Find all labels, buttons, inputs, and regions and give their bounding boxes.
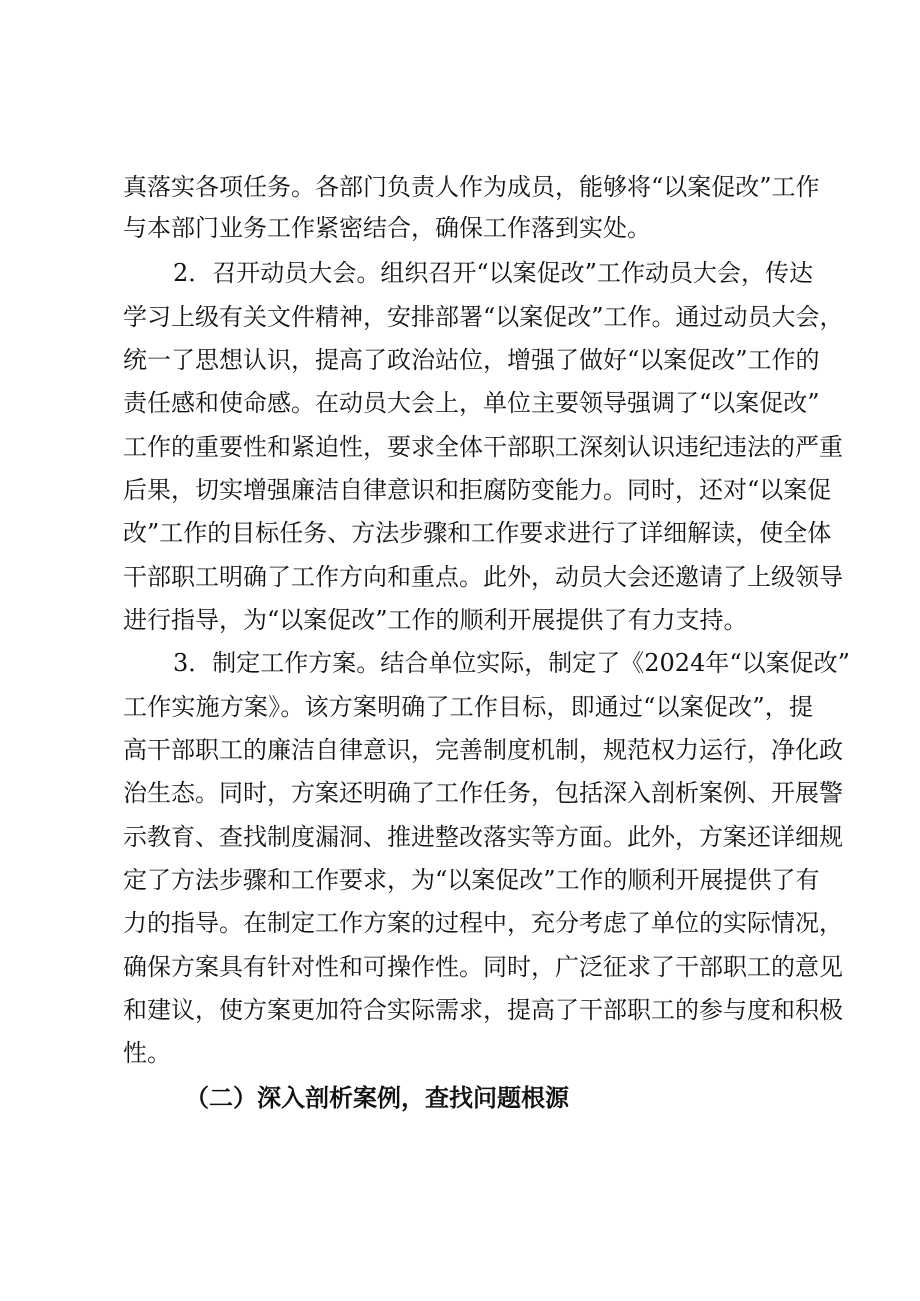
text-line: 责任感和使命感。在动员大会上，单位主要领导强调了“以案促改” (123, 389, 820, 417)
text-line: 改”工作的目标任务、方法步骤和工作要求进行了详细解读，使全体 (123, 519, 832, 547)
text-line: 示教育、查找制度漏洞、推进整改落实等方面。此外，方案还详细规 (123, 823, 843, 851)
text-line: 高干部职工的廉洁自律意识，完善制度机制，规范权力运行，净化政 (123, 736, 843, 764)
text-line: 2．召开动员大会。组织召开“以案促改”工作动员大会，传达 (173, 259, 813, 287)
text-line: 确保方案具有针对性和可操作性。同时，广泛征求了干部职工的意见 (123, 953, 843, 981)
text-line: 与本部门业务工作紧密结合，确保工作落到实处。 (123, 214, 651, 242)
text-line: 进行指导，为“以案促改”工作的顺利开展提供了有力支持。 (123, 606, 748, 634)
section-heading: （二）深入剖析案例，查找问题根源 (185, 1084, 569, 1112)
text-line: 学习上级有关文件精神，安排部署“以案促改”工作。通过动员大会， (123, 303, 844, 331)
text-line: 干部职工明确了工作方向和重点。此外，动员大会还邀请了上级领导 (123, 563, 843, 591)
text-line: 统一了思想认识，提高了政治站位，增强了做好“以案促改”工作的 (123, 346, 820, 374)
text-line: 3．制定工作方案。结合单位实际，制定了《2024年“以案促改” (173, 649, 850, 677)
text-line: 定了方法步骤和工作要求，为“以案促改”工作的顺利开展提供了有 (123, 866, 820, 894)
text-line: 后果，切实增强廉洁自律意识和拒腐防变能力。同时，还对“以案促 (123, 476, 832, 504)
text-line: 性。 (123, 1039, 171, 1067)
text-line: 真落实各项任务。各部门负责人作为成员，能够将“以案促改”工作 (123, 173, 820, 201)
text-line: 工作的重要性和紧迫性，要求全体干部职工深刻认识违纪违法的严重 (123, 433, 843, 461)
text-line: 工作实施方案》。该方案明确了工作目标，即通过“以案促改”，提 (123, 693, 813, 721)
text-line: 和建议，使方案更加符合实际需求，提高了干部职工的参与度和积极 (123, 996, 843, 1024)
text-line: 力的指导。在制定工作方案的过程中，充分考虑了单位的实际情况， (123, 909, 843, 937)
text-line: 治生态。同时，方案还明确了工作任务，包括深入剖析案例、开展警 (123, 779, 843, 807)
